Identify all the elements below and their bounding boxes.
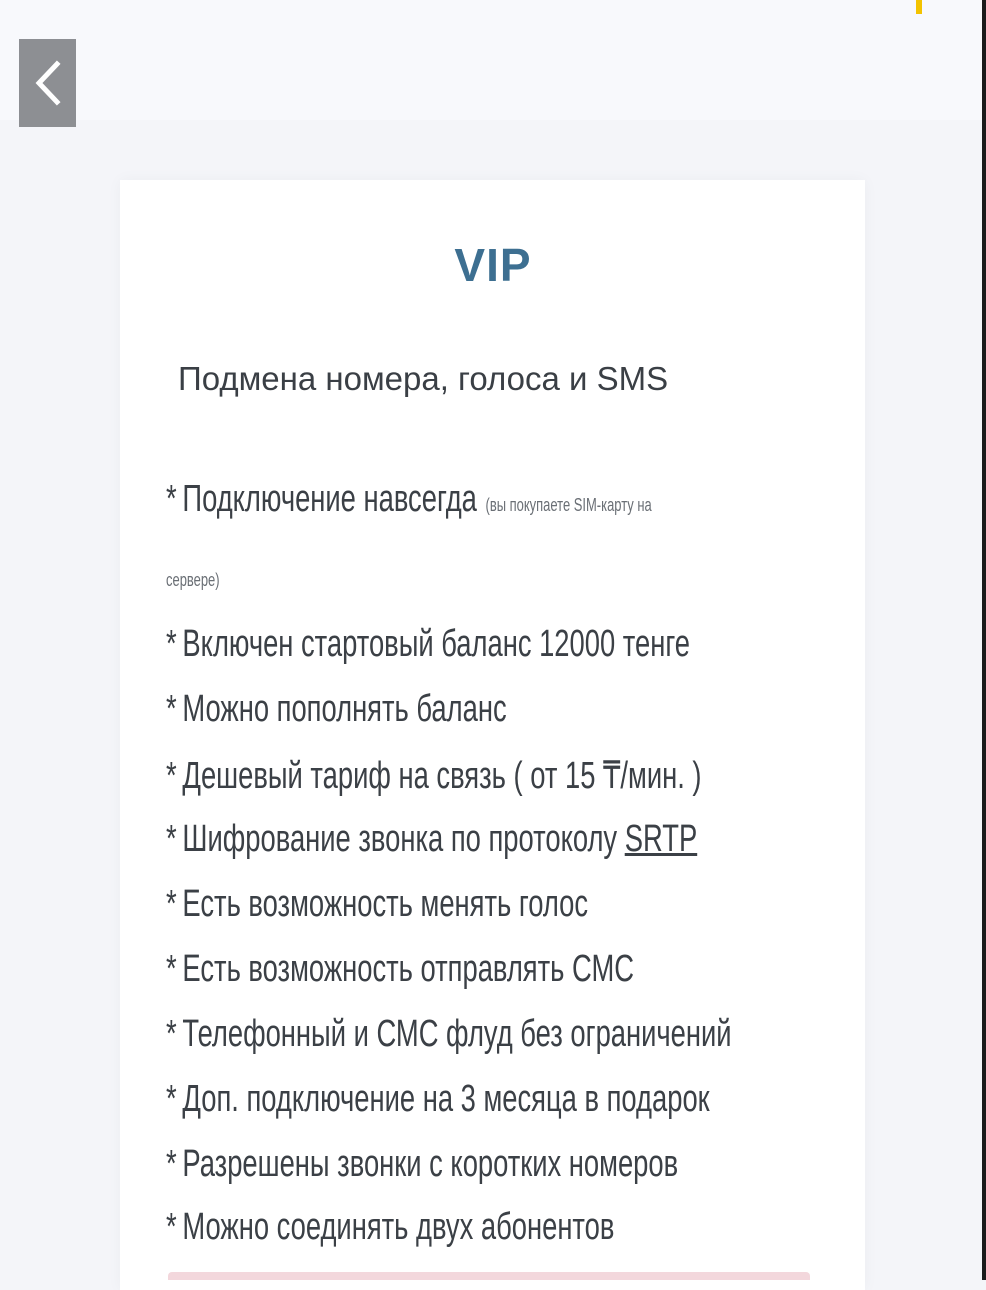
feature-text: Подключение навсегда	[182, 478, 477, 520]
feature-note-continued: сервере)	[166, 570, 220, 590]
feature-item: * Подключение навсегда (вы покупаете SIM-карту на	[166, 478, 652, 520]
card-bottom-edge	[168, 1272, 810, 1280]
feature-item: * Есть возможность менять голос	[166, 883, 589, 925]
back-button[interactable]	[19, 39, 76, 127]
feature-item: * Шифрование звонка по протоколу SRTP	[166, 818, 698, 860]
feature-text: Включен стартовый баланс 12000 тенге	[182, 623, 690, 665]
plan-title: VIP	[454, 239, 532, 291]
accent-mark	[916, 0, 922, 14]
feature-item: * Включен стартовый баланс 12000 тенге	[166, 623, 690, 665]
chevron-left-icon	[33, 60, 63, 106]
feature-text: Телефонный и СМС флуд без ограничений	[182, 1013, 732, 1055]
feature-item: * Телефонный и СМС флуд без ограничений	[166, 1013, 732, 1055]
feature-text: Доп. подключение на 3 месяца в подарок	[182, 1078, 710, 1120]
feature-text: Есть возможность отправлять СМС	[182, 948, 634, 990]
feature-item: * Можно пополнять баланс	[166, 688, 507, 730]
srtp-link[interactable]: SRTP	[624, 818, 698, 860]
feature-text: Разрешены звонки с коротких номеров	[182, 1143, 679, 1185]
feature-item: * Доп. подключение на 3 месяца в подарок	[166, 1078, 710, 1120]
feature-text: Шифрование звонка по протоколу	[182, 818, 625, 860]
feature-text: Есть возможность менять голос	[182, 883, 589, 925]
feature-item: * Дешевый тариф на связь ( от 15 ₸/мин. )	[166, 755, 702, 797]
feature-item: * Разрешены звонки с коротких номеров	[166, 1143, 679, 1185]
plan-subtitle: Подмена номера, голоса и SMS	[178, 360, 669, 397]
plan-card	[120, 180, 865, 1290]
feature-item: * Можно соединять двух абонентов	[166, 1206, 615, 1248]
feature-text: Дешевый тариф на связь ( от 15 ₸/мин. )	[182, 755, 702, 797]
feature-note: (вы покупаете SIM-карту на	[485, 495, 652, 515]
feature-text: Можно пополнять баланс	[182, 688, 507, 730]
feature-item: * Есть возможность отправлять СМС	[166, 948, 634, 990]
screen-edge	[982, 0, 986, 1280]
top-background	[0, 0, 986, 120]
feature-text: Можно соединять двух абонентов	[182, 1206, 615, 1248]
